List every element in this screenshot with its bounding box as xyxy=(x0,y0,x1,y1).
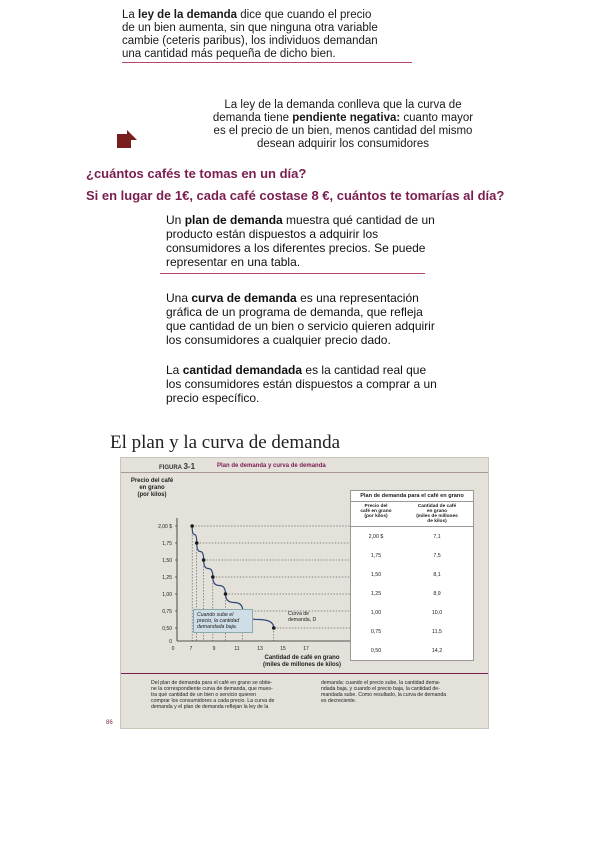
table-cell-quantity: 8,9 xyxy=(433,590,441,597)
divider-2 xyxy=(160,273,425,274)
y-tick-label: 0 xyxy=(169,639,172,645)
y-tick-label: 0,75 xyxy=(162,609,172,615)
caption-right: demanda: cuando el precio sube, la cantidad dema- ndada baja, y cuando el precio baja, la cantidad de- mandada sube. Como resultado, la curva de demanda es decreciente. xyxy=(321,680,447,704)
data-point xyxy=(190,524,194,528)
table-cell-quantity: 7,1 xyxy=(433,533,441,540)
table-cell-price: 1,25 xyxy=(370,590,382,597)
table-header xyxy=(351,502,473,527)
col2-header: Cantidad de café en grano (miles de millones de kilos) xyxy=(416,504,458,524)
table-row xyxy=(351,584,473,603)
decorative-arrow-icon xyxy=(117,130,139,148)
figure-label: FIGURA 3-1 xyxy=(159,462,196,471)
note-box: Cuando sube el precio, la cantidad demandada baja. xyxy=(193,609,253,633)
demand-schedule-table xyxy=(350,490,474,661)
section-title: El plan y la curva de demanda xyxy=(110,432,341,453)
page-number: 86 xyxy=(106,720,113,726)
y-axis-label: Precio del café en grano (por kilos) xyxy=(130,478,174,498)
x-axis-label: Cantidad de café en grano (miles de millones de kilos) xyxy=(262,655,342,668)
x-tick-label: 9 xyxy=(212,646,216,652)
demand-schedule-text: Un plan de demanda muestra qué cantidad de un producto están dispuestos a adquirir los consumidores a los diferentes precios. Se puede representar en una tabla. xyxy=(166,213,435,269)
data-point xyxy=(224,592,228,596)
table-cell-price: 1,00 xyxy=(370,609,382,616)
table-row xyxy=(351,622,473,641)
figure-3-1 xyxy=(120,457,489,729)
x-tick-label: 15 xyxy=(280,646,286,652)
data-point xyxy=(211,575,215,579)
law-of-demand-text: La ley de la demanda dice que cuando el precio de un bien aumenta, sin que ninguna otra variable cambie (ceteris paribus), los individuos demandan una cantidad más pequeña de dicho bien. xyxy=(122,9,378,60)
table-cell-price: 0,50 xyxy=(370,647,382,654)
table-cell-quantity: 14,2 xyxy=(431,647,443,654)
data-point xyxy=(202,558,206,562)
col1-header: Precio del café en grano (por kilos) xyxy=(360,504,392,519)
table-cell-price: 1,75 xyxy=(370,552,382,559)
table-cell-price: 2,00 $ xyxy=(368,533,384,540)
caption-rule xyxy=(121,673,488,674)
table-cell-quantity: 7,5 xyxy=(433,552,441,559)
y-tick-label: 1,25 xyxy=(162,575,172,581)
table-cell-price: 1,50 xyxy=(370,571,382,578)
table-row xyxy=(351,603,473,622)
y-tick-label: 0,50 xyxy=(162,626,172,632)
table-title: Plan de demanda para el café en grano xyxy=(351,491,473,502)
figure-title: Plan de demanda y curva de demanda xyxy=(217,463,326,469)
y-tick-label: 1,75 xyxy=(162,541,172,547)
quantity-demanded-text: La cantidad demandada es la cantidad real que los consumidores están dispuestos a comprar a un precio específico. xyxy=(166,363,437,405)
data-point xyxy=(195,541,199,545)
caption-left: Del plan de demanda para el café en grano se obtie- ne la correspondiente curva de demanda, que mues- tra qué cantidad de un bien o servicio quieren comprar los consumidores a cada precio. La curva de demanda y el plan de demanda reflejan la ley de la xyxy=(151,680,275,710)
x-tick-label: 11 xyxy=(234,646,240,652)
y-tick-label: 1,00 xyxy=(162,592,172,598)
x-tick-label: 13 xyxy=(257,646,263,652)
y-tick-label: 1,50 xyxy=(162,558,172,564)
table-row xyxy=(351,527,473,546)
x-tick-label: 0 xyxy=(171,646,175,652)
x-tick-label: 7 xyxy=(189,646,193,652)
negative-slope-text: La ley de la demanda conlleva que la curva de demanda tiene pendiente negativa: cuanto mayor es el precio de un bien, menos cantidad del mismo desean adquirir los consumidores xyxy=(212,99,474,150)
table-cell-quantity: 8,1 xyxy=(433,571,441,578)
data-point xyxy=(272,626,276,630)
x-tick-label: 17 xyxy=(303,646,309,652)
table-cell-quantity: 11,5 xyxy=(432,628,442,635)
table-row xyxy=(351,546,473,565)
table-cell-price: 0,75 xyxy=(370,628,382,635)
curve-label: Curva de demanda, D xyxy=(288,611,317,623)
table-cell-quantity: 10,0 xyxy=(431,609,443,616)
divider-1 xyxy=(122,62,412,63)
question-1: ¿cuántos cafés te tomas en un día? xyxy=(86,166,307,181)
table-body xyxy=(351,527,473,660)
y-tick-label: 2,00 $ xyxy=(158,524,172,530)
demand-curve-text: Una curva de demanda es una representación gráfica de un programa de demanda, que refleja que cantidad de un bien o servicio quieren adquirir los consumidores a cualquier precio dado. xyxy=(166,291,435,347)
table-row xyxy=(351,565,473,584)
table-row xyxy=(351,641,473,660)
question-2: Si en lugar de 1€, cada café costase 8 €, cuántos te tomarías al día? xyxy=(86,188,505,203)
